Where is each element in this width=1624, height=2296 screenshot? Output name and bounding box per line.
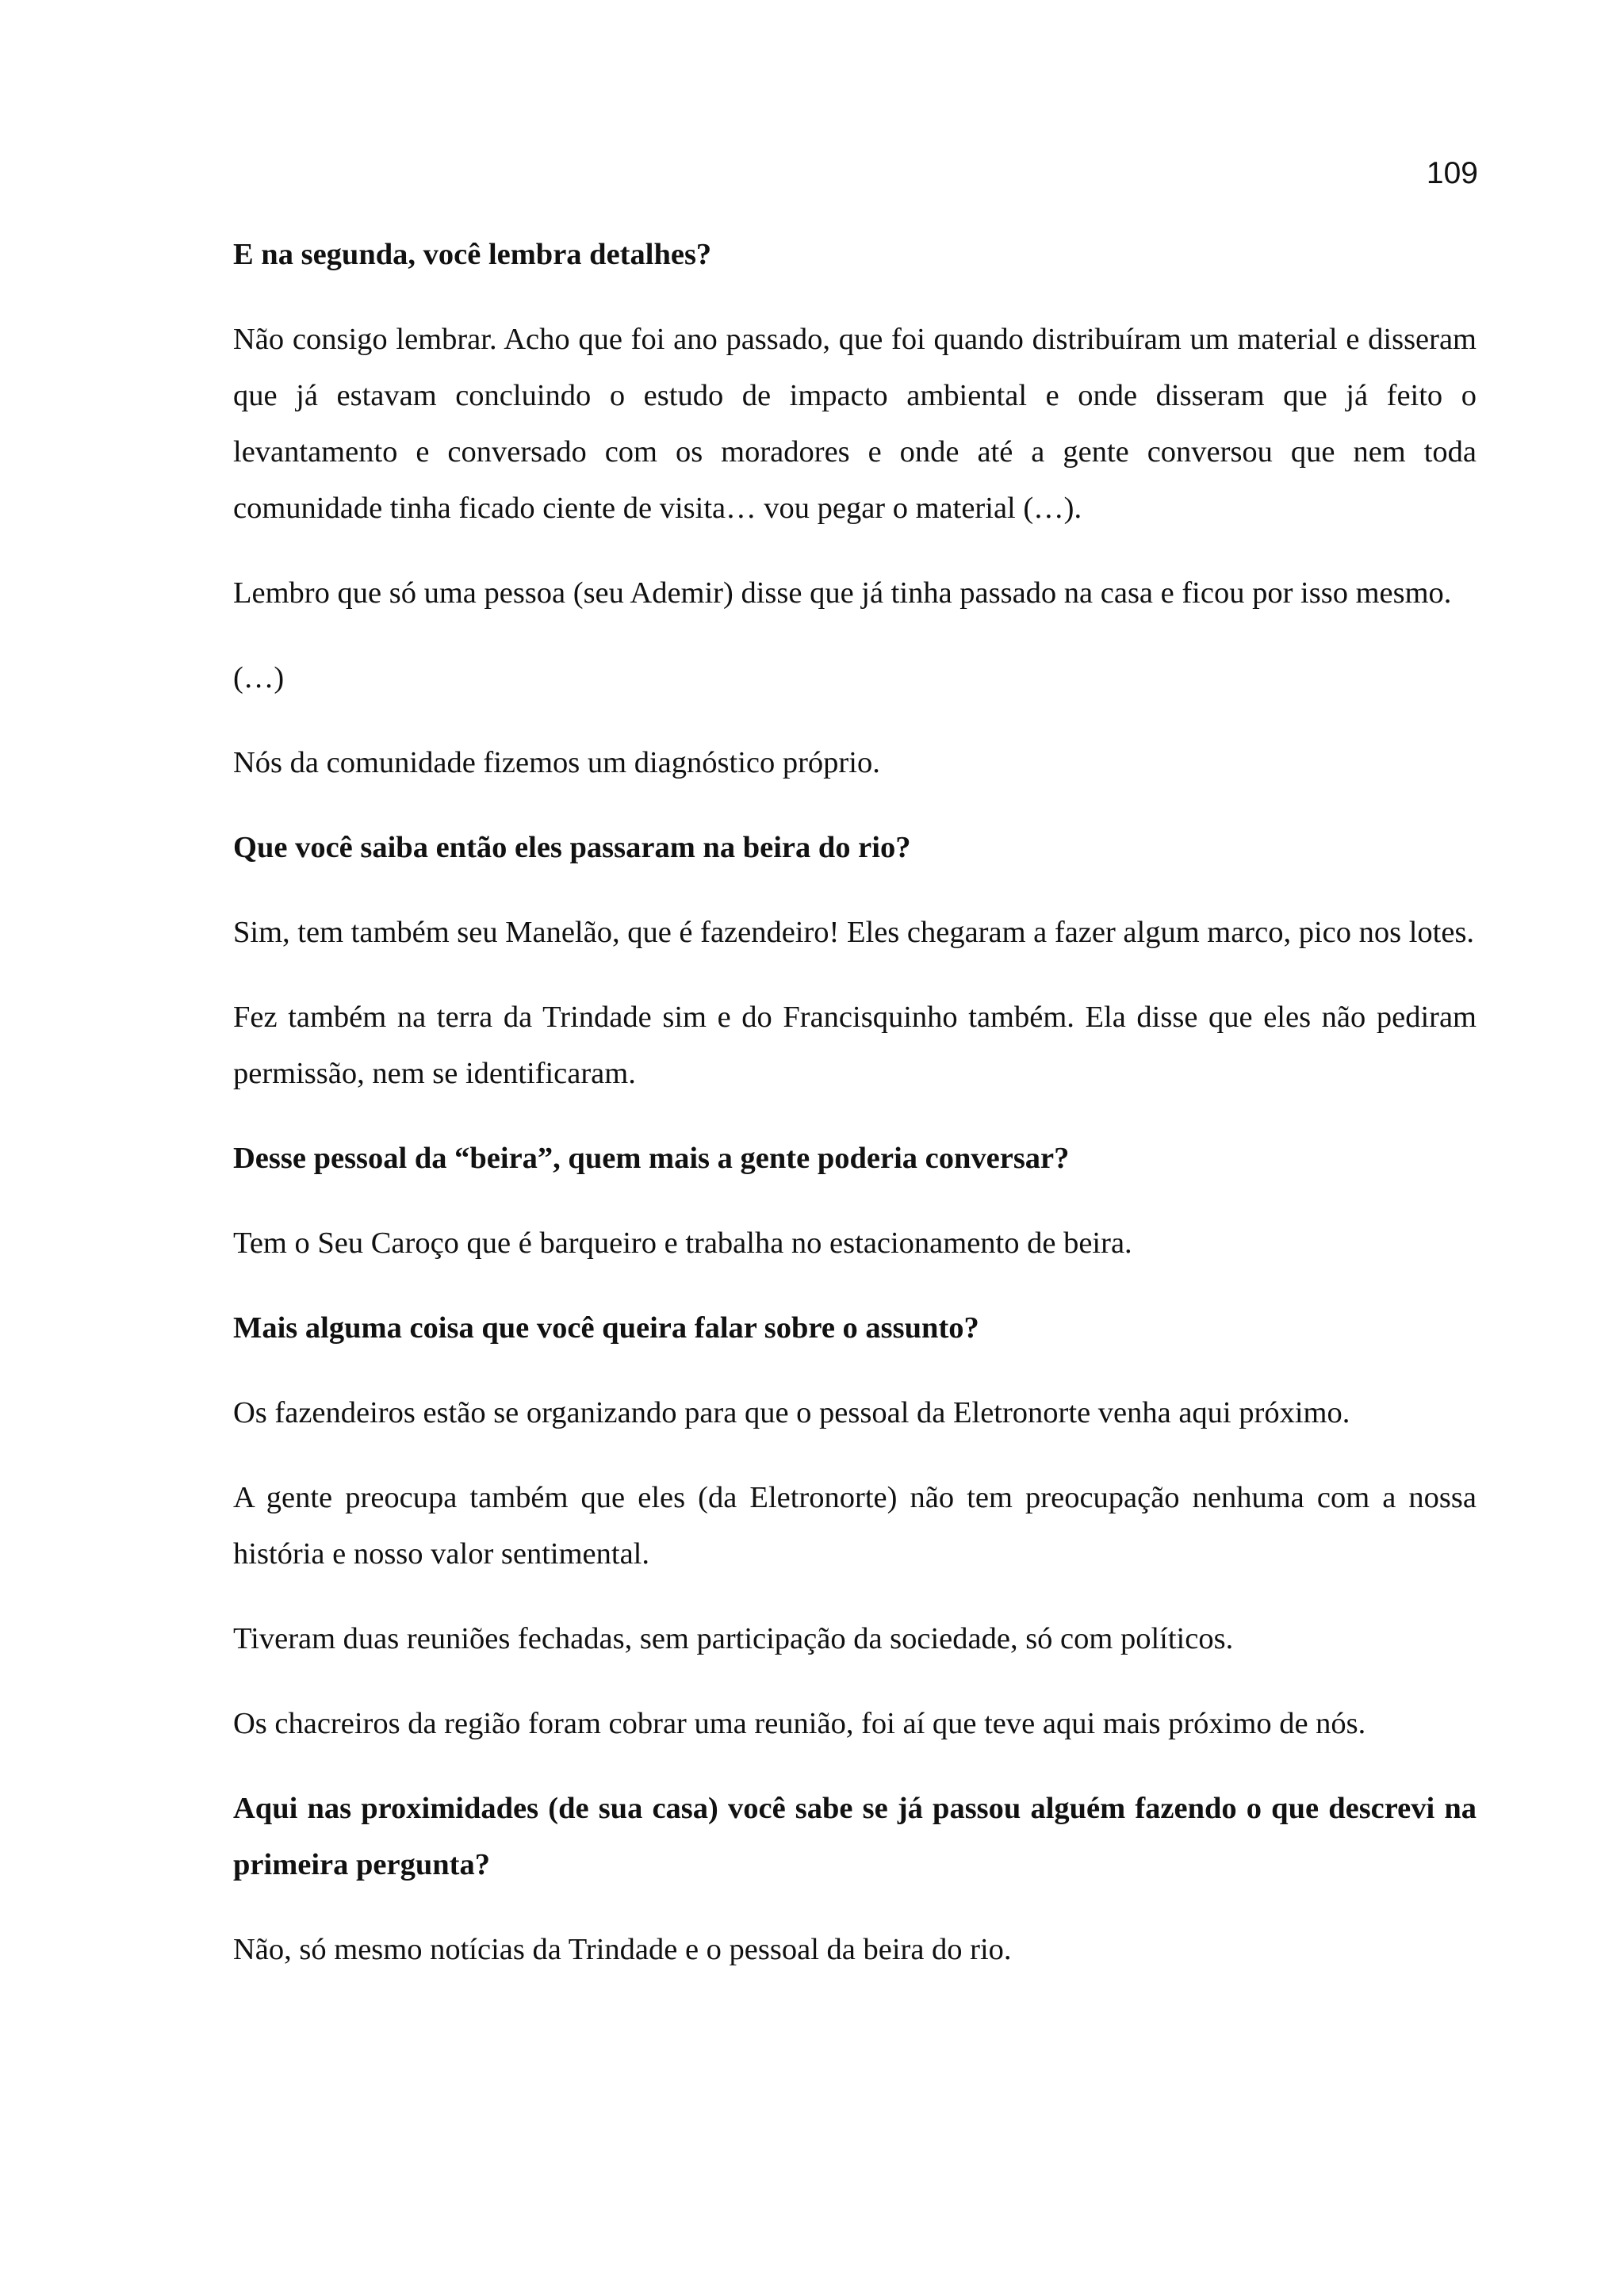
question-3: Desse pessoal da “beira”, quem mais a gente poderia conversar? xyxy=(233,1142,1070,1175)
question-5: Aqui nas proximidades (de sua casa) você sabe se já passou alguém fazendo o que descrevi na primeira pergunta? xyxy=(233,1792,1477,1881)
answer-paragraph: A gente preocupa também que eles (da Eletronorte) não tem preocupação nenhuma com a nossa história e nosso valor sentimental. xyxy=(233,1481,1477,1571)
answer-paragraph: Nós da comunidade fizemos um diagnóstico próprio. xyxy=(233,746,880,779)
answer-paragraph: Os fazendeiros estão se organizando para que o pessoal da Eletronorte venha aqui próximo. xyxy=(233,1396,1350,1429)
answer-paragraph: Sim, tem também seu Manelão, que é fazendeiro! Eles chegaram a fazer algum marco, pico nos lotes. xyxy=(233,916,1475,949)
question-2: Que você saiba então eles passaram na beira do rio? xyxy=(233,831,911,864)
question-1: E na segunda, você lembra detalhes? xyxy=(233,238,712,271)
answer-paragraph: Fez também na terra da Trindade sim e do Francisquinho também. Ela disse que eles não pediram permissão, nem se identificaram. xyxy=(233,1001,1477,1090)
answer-paragraph: Tiveram duas reuniões fechadas, sem participação da sociedade, só com políticos. xyxy=(233,1622,1234,1655)
question-4: Mais alguma coisa que você queira falar sobre o assunto? xyxy=(233,1311,979,1345)
answer-paragraph: Não consigo lembrar. Acho que foi ano passado, que foi quando distribuíram um material e disseram que já estavam concluindo o estudo de impacto ambiental e onde disseram que já feito o levantamento e conversado com os moradores e onde até a gente conversou que nem toda comunidade tinha ficado ciente de visita… vou pegar o material (…). xyxy=(233,323,1477,525)
answer-paragraph: Os chacreiros da região foram cobrar uma reunião, foi aí que teve aqui mais próximo de nós. xyxy=(233,1707,1366,1740)
ellipsis-paragraph: (…) xyxy=(233,661,285,695)
interview-transcript xyxy=(233,227,1477,2007)
answer-paragraph: Lembro que só uma pessoa (seu Ademir) disse que já tinha passado na casa e ficou por isso mesmo. xyxy=(233,576,1452,610)
answer-paragraph: Não, só mesmo notícias da Trindade e o pessoal da beira do rio. xyxy=(233,1933,1012,1966)
answer-paragraph: Tem o Seu Caroço que é barqueiro e trabalha no estacionamento de beira. xyxy=(233,1226,1132,1260)
page-number: 109 xyxy=(1426,156,1478,190)
